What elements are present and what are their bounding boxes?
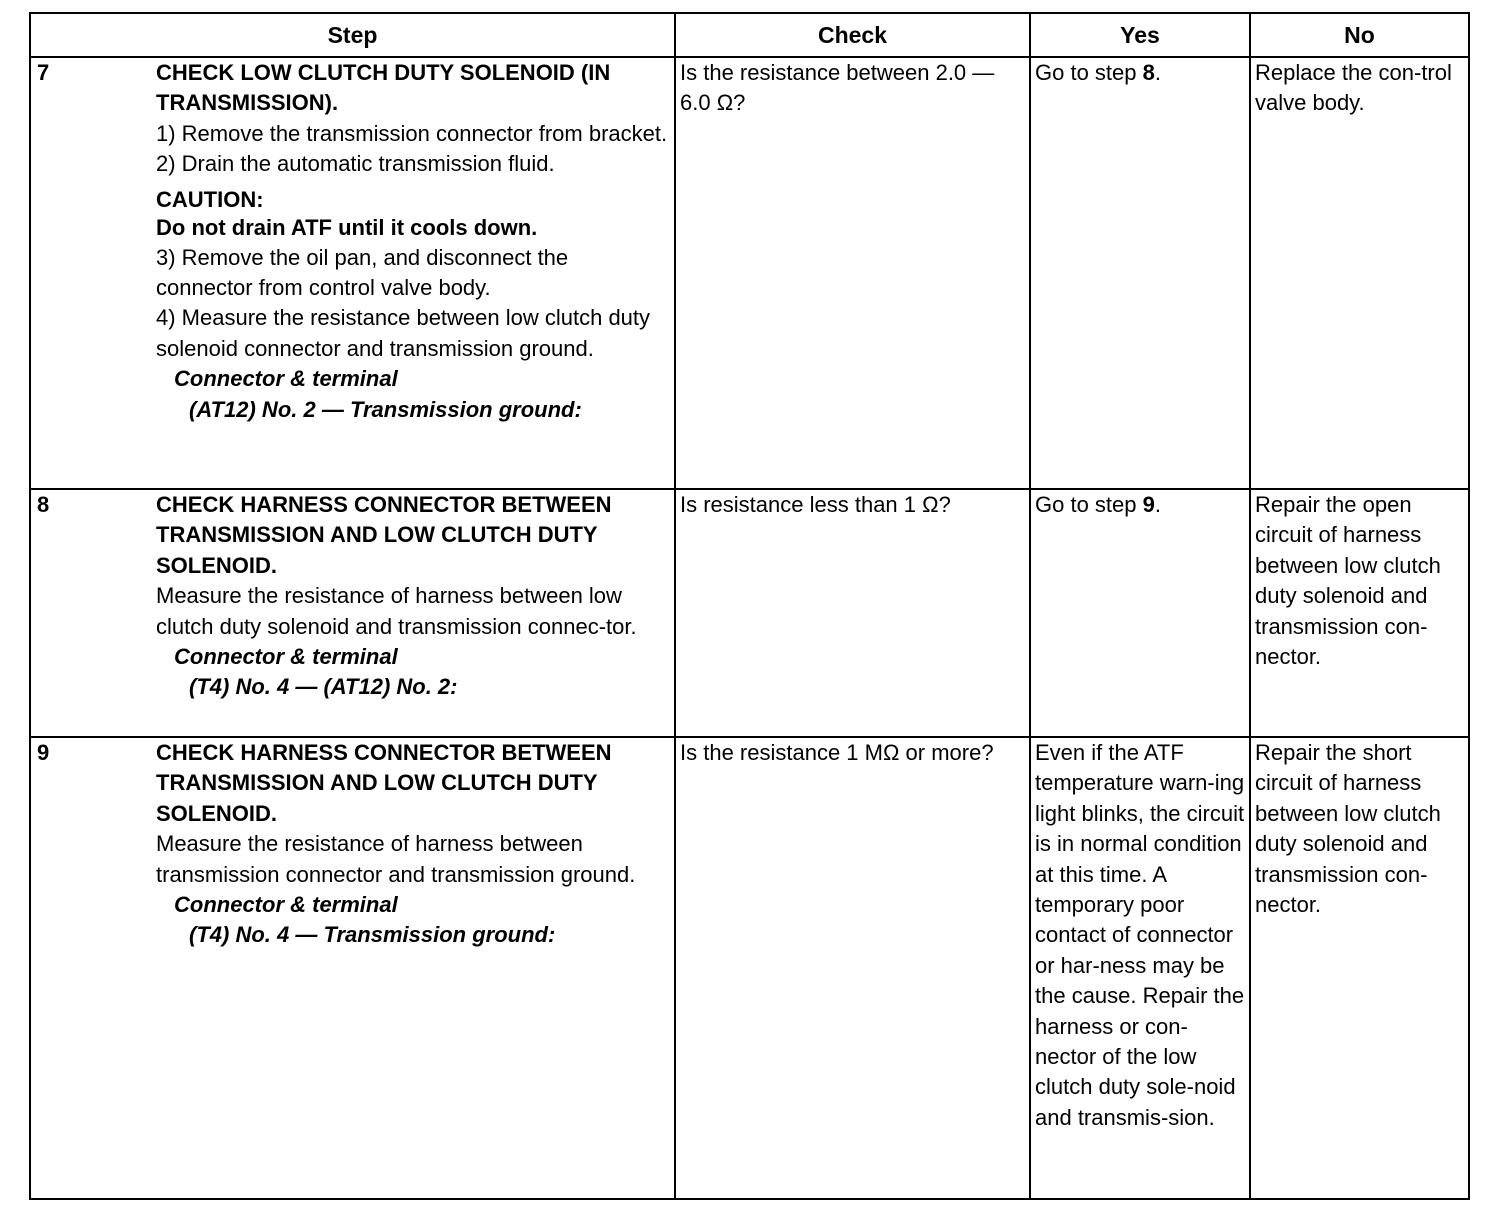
- step-body: Measure the resistance of harness between low clutch duty solenoid and transmission connec-tor.: [156, 583, 637, 639]
- header-row: [30, 13, 1469, 57]
- header-yes: Yes: [1030, 13, 1250, 57]
- step-cell: [30, 57, 675, 489]
- connector-terminal-label: Connector & terminal: [174, 892, 398, 918]
- connector-terminal-label: Connector & terminal: [174, 366, 398, 392]
- caution-label: CAUTION:: [156, 186, 264, 212]
- step-number: 8: [37, 492, 50, 517]
- step-line: 3) Remove the oil pan, and disconnect the connector from control valve body.: [156, 244, 569, 301]
- yes-suffix: .: [1154, 492, 1161, 517]
- step-line: 2) Drain the automatic transmission fluid.: [156, 151, 555, 177]
- table-row: [30, 57, 1469, 489]
- connector-terminal-value: (T4) No. 4 — (AT12) No. 2:: [189, 674, 458, 700]
- yes-suffix: .: [1154, 60, 1161, 85]
- yes-text: Go to step: [1035, 60, 1143, 85]
- step-number: 7: [37, 60, 50, 85]
- check-cell: Is the resistance 1 MΩ or more?: [675, 737, 1030, 1199]
- yes-cell: [1030, 57, 1250, 489]
- table-row: [30, 737, 1469, 1199]
- caution-text: Do not drain ATF until it cools down.: [156, 214, 538, 240]
- step-cell: [30, 737, 675, 1199]
- step-line: 4) Measure the resistance between low clutch duty solenoid connector and transmission ground.: [156, 305, 651, 361]
- header-step: Step: [30, 13, 675, 57]
- yes-step-number: 8: [1142, 60, 1155, 85]
- connector-terminal-value: (AT12) No. 2 — Transmission ground:: [189, 396, 582, 422]
- check-cell: Is the resistance between 2.0 — 6.0 Ω?: [675, 57, 1030, 489]
- check-cell: Is resistance less than 1 Ω?: [675, 489, 1030, 737]
- yes-cell: Even if the ATF temperature warn-ing light blinks, the circuit is in normal condition at this time. A temporary poor contact of connector or har-ness may be the cause. Repair the harness or con-nector of the low clutch duty sole-noid and transmis-sion.: [1030, 737, 1250, 1199]
- connector-terminal-label: Connector & terminal: [174, 644, 398, 670]
- step-title: CHECK HARNESS CONNECTOR BETWEEN TRANSMISSION AND LOW CLUTCH DUTY SOLENOID.: [156, 740, 612, 826]
- connector-terminal-value: (T4) No. 4 — Transmission ground:: [189, 922, 556, 948]
- header-no: No: [1250, 13, 1469, 57]
- diagnostic-table: [29, 12, 1470, 1200]
- yes-step-number: 9: [1142, 492, 1155, 517]
- yes-cell: [1030, 489, 1250, 737]
- no-cell: Repair the short circuit of harness between low clutch duty solenoid and transmission con-nector.: [1250, 737, 1469, 1199]
- step-number: 9: [37, 740, 50, 765]
- step-line: 1) Remove the transmission connector from bracket.: [156, 120, 668, 146]
- step-body: Measure the resistance of harness between transmission connector and transmission ground.: [156, 831, 636, 887]
- step-title: CHECK LOW CLUTCH DUTY SOLENOID (IN TRANSMISSION).: [156, 60, 611, 116]
- step-cell: [30, 489, 675, 737]
- no-cell: Repair the open circuit of harness between low clutch duty solenoid and transmission con-nector.: [1250, 489, 1469, 737]
- header-check: Check: [675, 13, 1030, 57]
- table-row: [30, 489, 1469, 737]
- step-title: CHECK HARNESS CONNECTOR BETWEEN TRANSMISSION AND LOW CLUTCH DUTY SOLENOID.: [156, 492, 612, 578]
- no-cell: Replace the con-trol valve body.: [1250, 57, 1469, 489]
- yes-text: Go to step: [1035, 492, 1143, 517]
